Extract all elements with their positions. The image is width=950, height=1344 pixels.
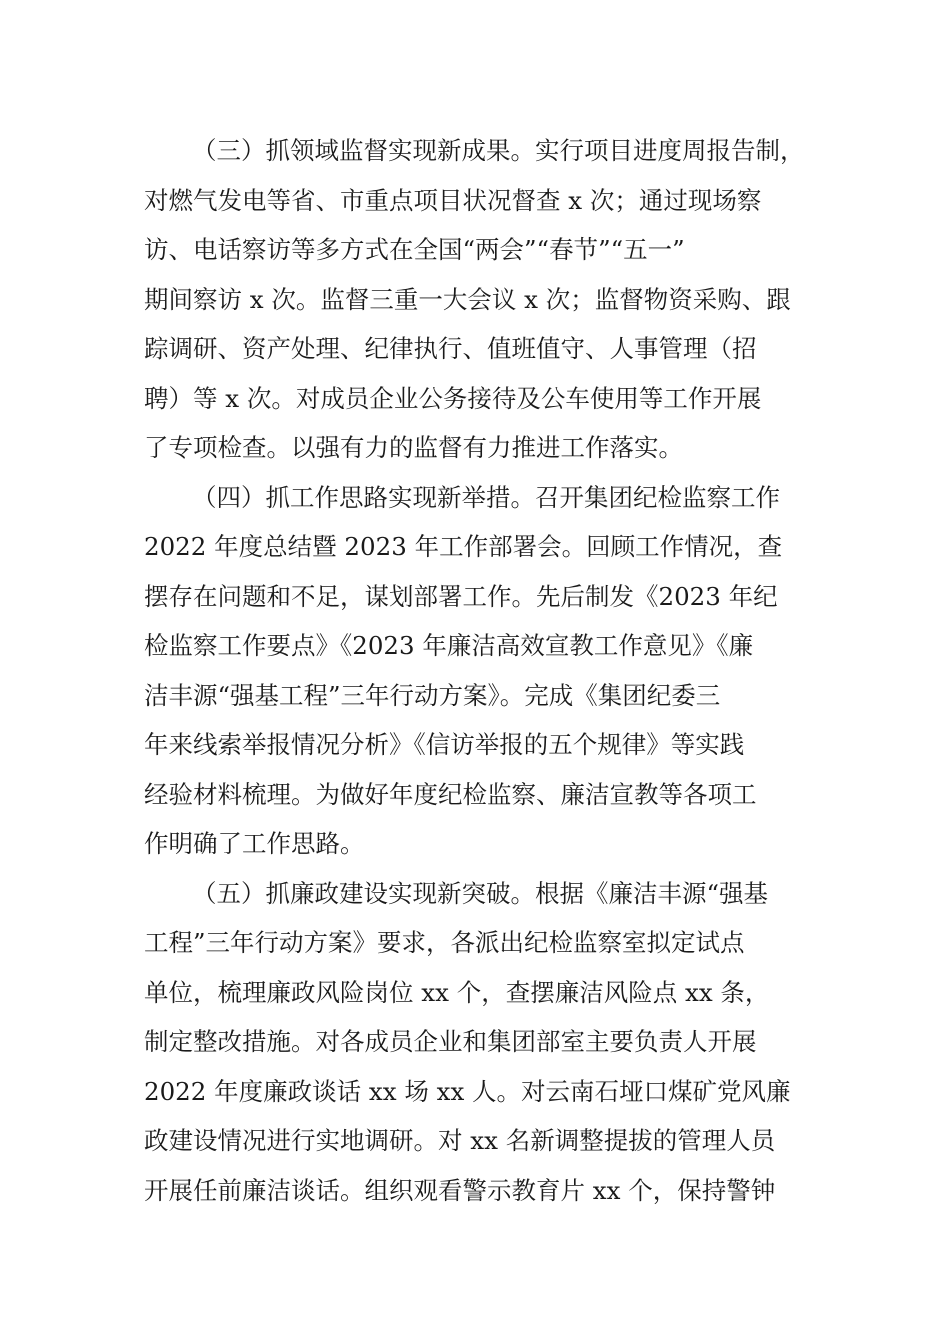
text-line: 2022 年度廉政谈话 xx 场 xx 人。对云南石垭口煤矿党风廉 [144, 1076, 791, 1106]
document-body [144, 126, 809, 1215]
text-line: 作明确了工作思路。 [144, 829, 365, 858]
text-line: 经验材料梳理。为做好年度纪检监察、廉洁宣教等各项工 [144, 779, 757, 809]
text-line: 检监察工作要点》《2023 年廉洁高效宣教工作意见》《廉 [144, 631, 754, 660]
text-line: 摆存在问题和不足，谋划部署工作。先后制发《2023 年纪 [144, 581, 778, 611]
text-line: 年来线索举报情况分析》《信访举报的五个规律》等实践 [144, 730, 745, 759]
section-five-heading-line: （五）抓廉政建设实现新突破。根据《廉洁丰源“强基 [192, 878, 769, 908]
text-line: 工程”三年行动方案》要求，各派出纪检监察室拟定试点 [144, 928, 745, 957]
text-line: 洁丰源“强基工程”三年行动方案》。完成《集团纪委三 [144, 680, 721, 710]
text-line: 踪调研、资产处理、纪律执行、值班值守、人事管理（招 [144, 334, 757, 363]
text-line: 了专项检查。以强有力的监督有力推进工作落实。 [144, 433, 683, 462]
text-line: 访、电话察访等多方式在全国“两会”“春节”“五一” [144, 235, 685, 264]
text-line: 对燃气发电等省、市重点项目状况督查 x 次；通过现场察 [144, 185, 762, 215]
text-line: 政建设情况进行实地调研。对 xx 名新调整提拔的管理人员 [144, 1126, 776, 1155]
text-line: 开展任前廉洁谈话。组织观看警示教育片 xx 个，保持警钟 [144, 1175, 776, 1205]
text-line: 制定整改措施。对各成员企业和集团部室主要负责人开展 [144, 1027, 757, 1056]
text-line: 期间察访 x 次。监督三重一大会议 x 次；监督物资采购、跟 [144, 284, 791, 314]
text-line: 2022 年度总结暨 2023 年工作部署会。回顾工作情况，查 [144, 532, 783, 561]
section-four-heading-line: （四）抓工作思路实现新举措。召开集团纪检监察工作 [192, 482, 780, 512]
section-three-heading-line: （三）抓领域监督实现新成果。实行项目进度周报告制， [192, 136, 805, 165]
text-line: 聘）等 x 次。对成员企业公务接待及公车使用等工作开展 [144, 383, 762, 413]
text-line: 单位，梳理廉政风险岗位 xx 个，查摆廉洁风险点 xx 条， [144, 977, 770, 1007]
